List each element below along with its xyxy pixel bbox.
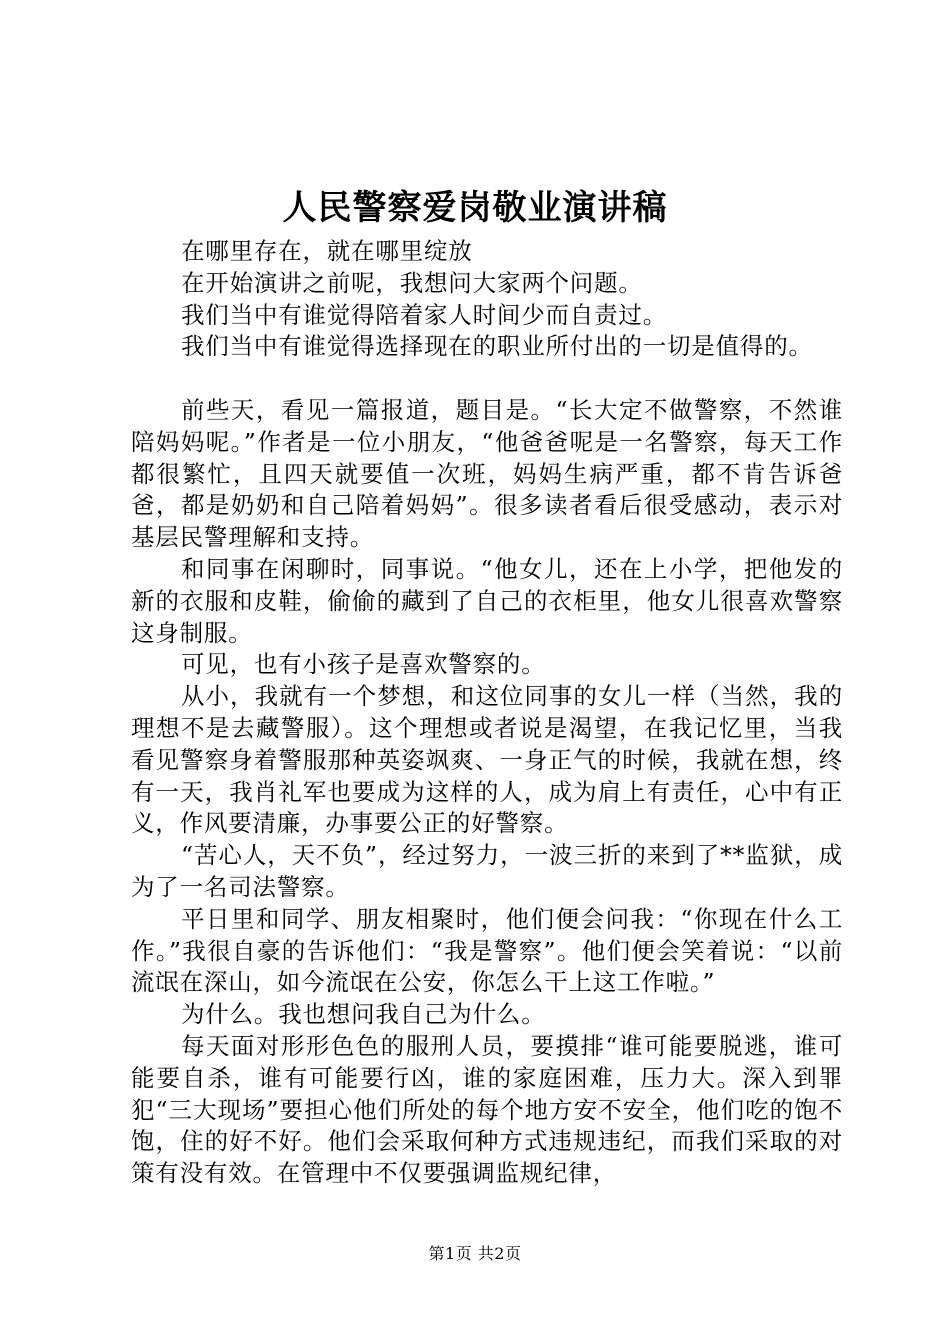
paragraph: 前些天，看见一篇报道，题目是。“长大定不做警察，不然谁陪妈妈呢。”作者是一位小朋友，“他爸爸呢是一名警察，每天工作都很繁忙，且四天就要值一次班，妈妈生病严重，都不肯告诉爸爸，都是奶奶和自己陪着妈妈”。很多读者看后很受感动，表示对基层民警理解和支持。 [131, 395, 843, 552]
paragraph: 在哪里存在，就在哪里绽放 [181, 237, 473, 265]
paragraph: 在开始演讲之前呢，我想问大家两个问题。 [181, 268, 643, 297]
paragraph: 为什么。我也想问我自己为什么。 [181, 1000, 546, 1029]
paragraph: 每天面对形形色色的服刑人员，要摸排“谁可能要脱逃，谁可能要自杀，谁有可能要行凶，谁的家庭困难，压力大。深入到罪犯“三大现场”要担心他们所处的每个地方安不安全，他们吃的饱不饱，住的好不好。他们会采取何种方式违规违纪，而我们采取的对策有没有效。在管理中不仅要强调监规纪律， [131, 1031, 843, 1188]
paragraph: 我们当中有谁觉得选择现在的职业所付出的一切是值得的。 [181, 332, 813, 361]
paragraph: 和同事在闲聊时，同事说。“他女儿，还在上小学，把他发的新的衣服和皮鞋，偷偷的藏到了自己的衣柜里，他女儿很喜欢警察这身制服。 [131, 554, 843, 647]
paragraph: 平日里和同学、朋友相聚时，他们便会问我：“你现在什么工作。”我很自豪的告诉他们：“我是警察”。他们便会笑着说：“以前流氓在深山，如今流氓在公安，你怎么干上这工作啦。” [131, 904, 843, 997]
paragraph: 我们当中有谁觉得陪着家人时间少而自责过。 [181, 300, 667, 329]
page-footer: 第1页 共2页 [428, 1244, 522, 1263]
paragraph: 从小，我就有一个梦想，和这位同事的女儿一样（当然，我的理想不是去藏警服）。这个理想或者说是渴望，在我记忆里，当我看见警察身着警服那种英姿飒爽、一身正气的时候，我就在想，终有一天，我肖礼军也要成为这样的人，成为肩上有责任，心中有正义，作风要清廉，办事要公正的好警察。 [131, 682, 843, 838]
document-body [131, 236, 843, 1190]
paragraph: “苦心人，天不负”，经过努力，一波三折的来到了**监狱，成为了一名司法警察。 [131, 841, 843, 901]
document-title: 人民警察爱岗敬业演讲稿 [282, 188, 668, 228]
paragraph: 可见，也有小孩子是喜欢警察的。 [181, 650, 546, 679]
